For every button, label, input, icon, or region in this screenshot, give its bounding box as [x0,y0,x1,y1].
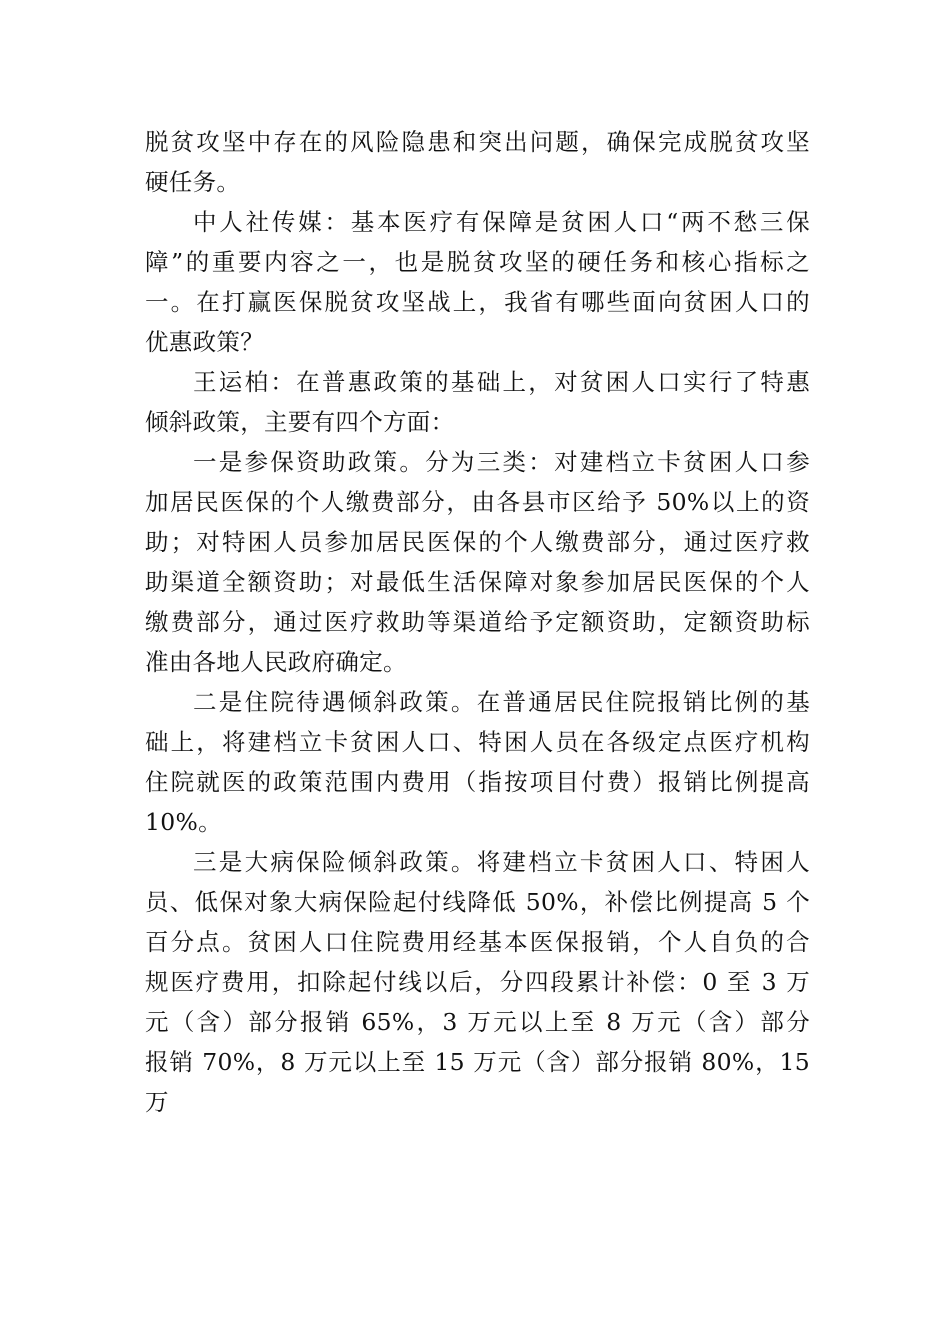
text-line: 元（含）部分报销 65%，3 万元以上至 8 万元（含）部分 [145,1008,810,1036]
text-line: 脱贫攻坚中存在的风险隐患和突出问题，确保完成脱贫攻坚 [145,128,810,156]
text-line: 加居民医保的个人缴费部分，由各县市区给予 50%以上的资 [145,488,810,516]
text-line: 一。在打赢医保脱贫攻坚战上，我省有哪些面向贫困人口的 [145,288,810,316]
text-line: 万 [145,1088,169,1116]
text-line: 倾斜政策，主要有四个方面： [145,408,455,436]
text-line: 助；对特困人员参加居民医保的个人缴费部分，通过医疗救 [145,528,810,556]
paragraph-start-line: 三是大病保险倾斜政策。将建档立卡贫困人口、特困人 [193,848,810,876]
text-line: 优惠政策？ [145,328,264,356]
text-line: 缴费部分，通过医疗救助等渠道给予定额资助，定额资助标 [145,608,810,636]
text-line: 规医疗费用，扣除起付线以后，分四段累计补偿：0 至 3 万 [145,968,810,996]
text-line: 10%。 [145,808,222,836]
text-line: 住院就医的政策范围内费用（指按项目付费）报销比例提高 [145,768,810,796]
text-line: 员、低保对象大病保险起付线降低 50%，补偿比例提高 5 个 [145,888,810,916]
text-line: 础上，将建档立卡贫困人口、特困人员在各级定点医疗机构 [145,728,810,756]
text-line: 准由各地人民政府确定。 [145,648,407,676]
text-line: 百分点。贫困人口住院费用经基本医保报销，个人自负的合 [145,928,810,956]
text-line: 助渠道全额资助；对最低生活保障对象参加居民医保的个人 [145,568,810,596]
paragraph-start-line: 二是住院待遇倾斜政策。在普通居民住院报销比例的基 [193,688,810,716]
paragraph-start-line: 一是参保资助政策。分为三类：对建档立卡贫困人口参 [193,448,810,476]
text-line: 报销 70%，8 万元以上至 15 万元（含）部分报销 80%，15 [145,1048,810,1076]
text-line: 障”的重要内容之一，也是脱贫攻坚的硬任务和核心指标之 [145,248,810,276]
paragraph-start-line: 中人社传媒：基本医疗有保障是贫困人口“两不愁三保 [193,208,810,236]
paragraph-start-line: 王运柏：在普惠政策的基础上，对贫困人口实行了特惠 [193,368,810,396]
text-line: 硬任务。 [145,168,241,196]
